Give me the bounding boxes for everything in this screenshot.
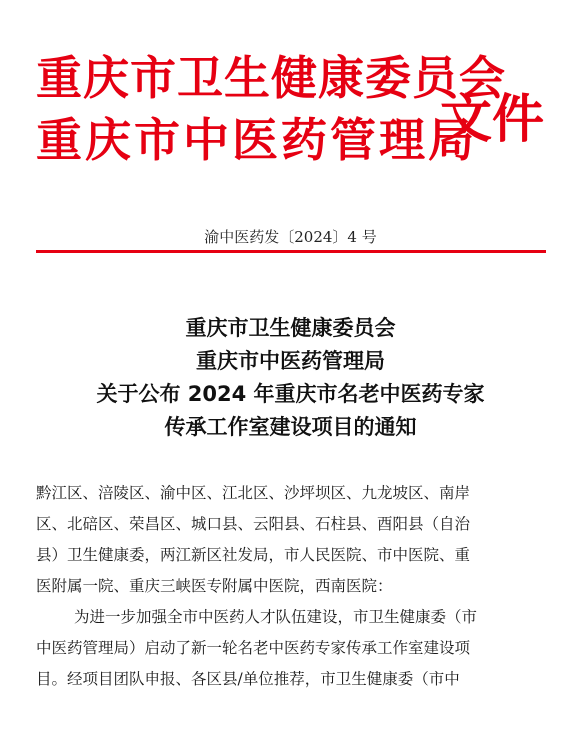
issuing-org-1: 重庆市卫生健康委员会 (36, 51, 506, 105)
red-divider-line (36, 250, 546, 253)
document-body (36, 478, 546, 695)
addressee-line: 黔江区、涪陵区、渝中区、江北区、沙坪坝区、九龙坡区、南岸 (36, 484, 471, 502)
paragraph-line: 为进一步加强全市中医药人才队伍建设，市卫生健康委（市 (74, 608, 478, 626)
addressee-line: 区、北碚区、荣昌区、城口县、云阳县、石柱县、酉阳县（自治 (36, 515, 471, 533)
title-line: 传承工作室建设项目的通知 (164, 415, 417, 439)
paragraph-line: 中医药管理局）启动了新一轮名老中医药专家传承工作室建设项 (36, 639, 471, 657)
addressee-line: 医附属一院、重庆三峡医专附属中医院，西南医院： (36, 577, 393, 595)
addressee-line: 县）卫生健康委，两江新区社发局，市人民医院、市中医院、重 (36, 546, 471, 564)
title-line: 重庆市卫生健康委员会 (185, 316, 396, 340)
document-masthead (36, 42, 556, 192)
document-title (0, 312, 581, 444)
document-number: 渝中医药发〔2024〕4 号 (204, 228, 377, 246)
issuing-org-2: 重庆市中医药管理局 (36, 113, 477, 167)
title-line: 重庆市中医药管理局 (196, 349, 385, 373)
paragraph-line: 目。经项目团队申报、各区县/单位推荐，市卫生健康委（市中 (36, 670, 460, 688)
title-line: 关于公布 2024 年重庆市名老中医药专家 (96, 382, 485, 406)
document-kind-label: 文件 (440, 90, 545, 150)
